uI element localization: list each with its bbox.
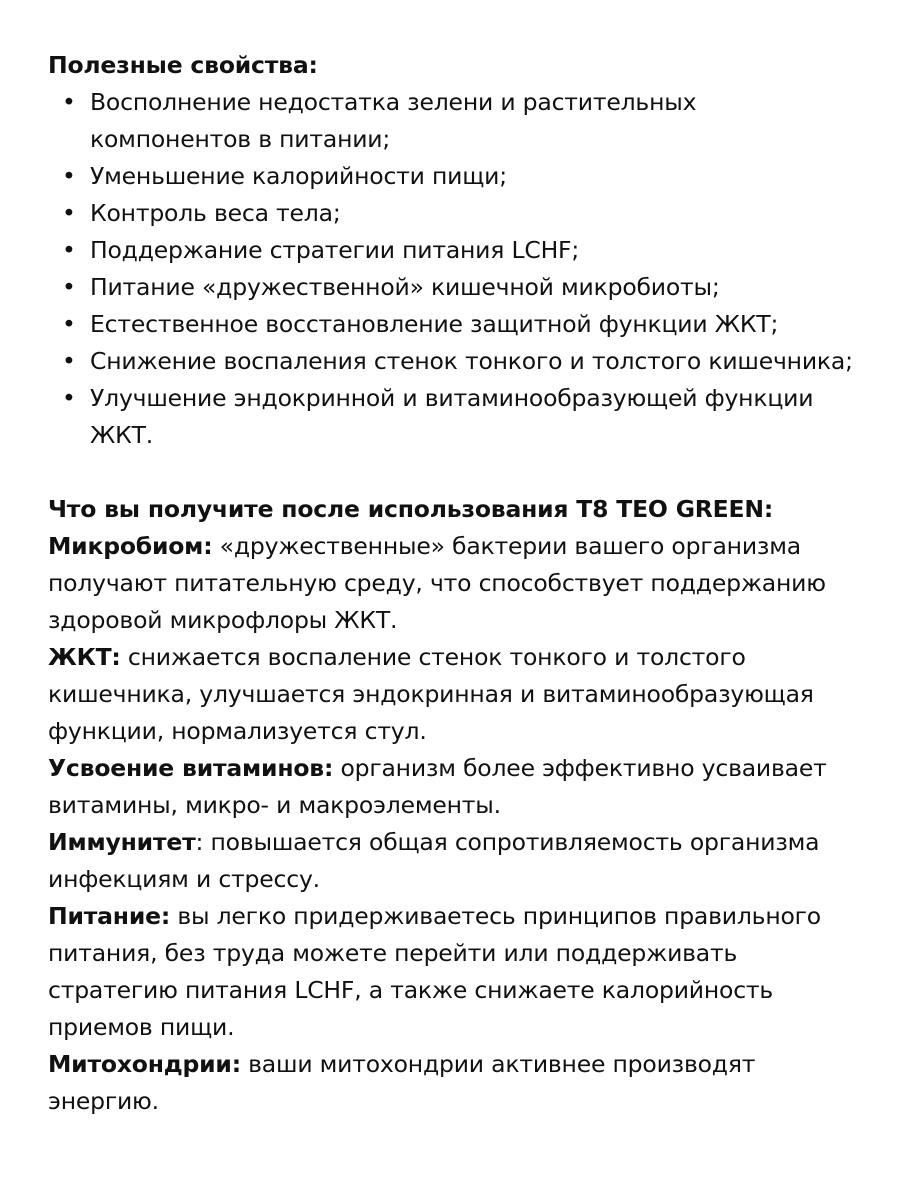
bullet-icon: •	[62, 384, 76, 412]
list-item	[48, 158, 860, 195]
bullet-icon: •	[62, 236, 76, 264]
list-item-text: Улучшение эндокринной и витаминообразующей функции ЖКТ.	[90, 384, 814, 449]
list-item	[48, 269, 860, 306]
result-text: «дружественные» бактерии вашего организма получают питательную среду, что способствует поддержанию здоровой микрофлоры ЖКТ.	[48, 532, 826, 634]
result-term: Усвоение витаминов:	[48, 754, 334, 782]
list-item	[48, 380, 860, 454]
list-item	[48, 232, 860, 269]
list-item-text: Уменьшение калорийности пищи;	[90, 162, 507, 190]
bullet-icon: •	[62, 88, 76, 116]
benefits-list	[48, 84, 860, 454]
list-item-text: Естественное восстановление защитной функции ЖКТ;	[90, 310, 779, 338]
list-item-text: Контроль веса тела;	[90, 199, 341, 227]
result-microbiome	[48, 528, 860, 639]
list-item	[48, 343, 860, 380]
section-spacer	[48, 454, 860, 491]
list-item-text: Снижение воспаления стенок тонкого и толстого кишечника;	[90, 347, 853, 375]
list-item-text: Восполнение недостатка зелени и растительных компонентов в питании;	[90, 88, 697, 153]
result-term: ЖКТ:	[48, 643, 121, 671]
result-text: : повышается общая сопротивляемость организма инфекциям и стрессу.	[48, 828, 820, 893]
result-term: Митохондрии:	[48, 1050, 241, 1078]
bullet-icon: •	[62, 347, 76, 375]
result-vitamin-absorption	[48, 750, 860, 824]
result-term: Питание:	[48, 902, 171, 930]
result-text: вы легко придерживаетесь принципов правильного питания, без труда можете перейти или поддерживать стратегию питания LCHF, а также снижаете калорийность приемов пищи.	[48, 902, 821, 1041]
result-gi-tract	[48, 639, 860, 750]
result-mitochondria	[48, 1046, 860, 1120]
result-term: Иммунитет	[48, 828, 196, 856]
bullet-icon: •	[62, 199, 76, 227]
bullet-icon: •	[62, 162, 76, 190]
benefits-heading: Полезные свойства:	[48, 51, 318, 79]
bullet-icon: •	[62, 310, 76, 338]
list-item	[48, 84, 860, 158]
bullet-icon: •	[62, 273, 76, 301]
result-text: ваши митохондрии активнее производят энергию.	[48, 1050, 756, 1115]
results-heading: Что вы получите после использования T8 TEO GREEN:	[48, 495, 774, 523]
list-item-text: Питание «дружественной» кишечной микробиоты;	[90, 273, 720, 301]
list-item-text: Поддержание стратегии питания LCHF;	[90, 236, 580, 264]
result-term: Микробиом:	[48, 532, 213, 560]
result-text: организм более эффективно усваивает витамины, микро- и макроэлементы.	[48, 754, 827, 819]
result-immunity	[48, 824, 860, 898]
list-item	[48, 195, 860, 232]
result-text: снижается воспаление стенок тонкого и толстого кишечника, улучшается эндокринная и витаминообразующая функции, нормализуется стул.	[48, 643, 814, 745]
list-item	[48, 306, 860, 343]
result-nutrition	[48, 898, 860, 1046]
